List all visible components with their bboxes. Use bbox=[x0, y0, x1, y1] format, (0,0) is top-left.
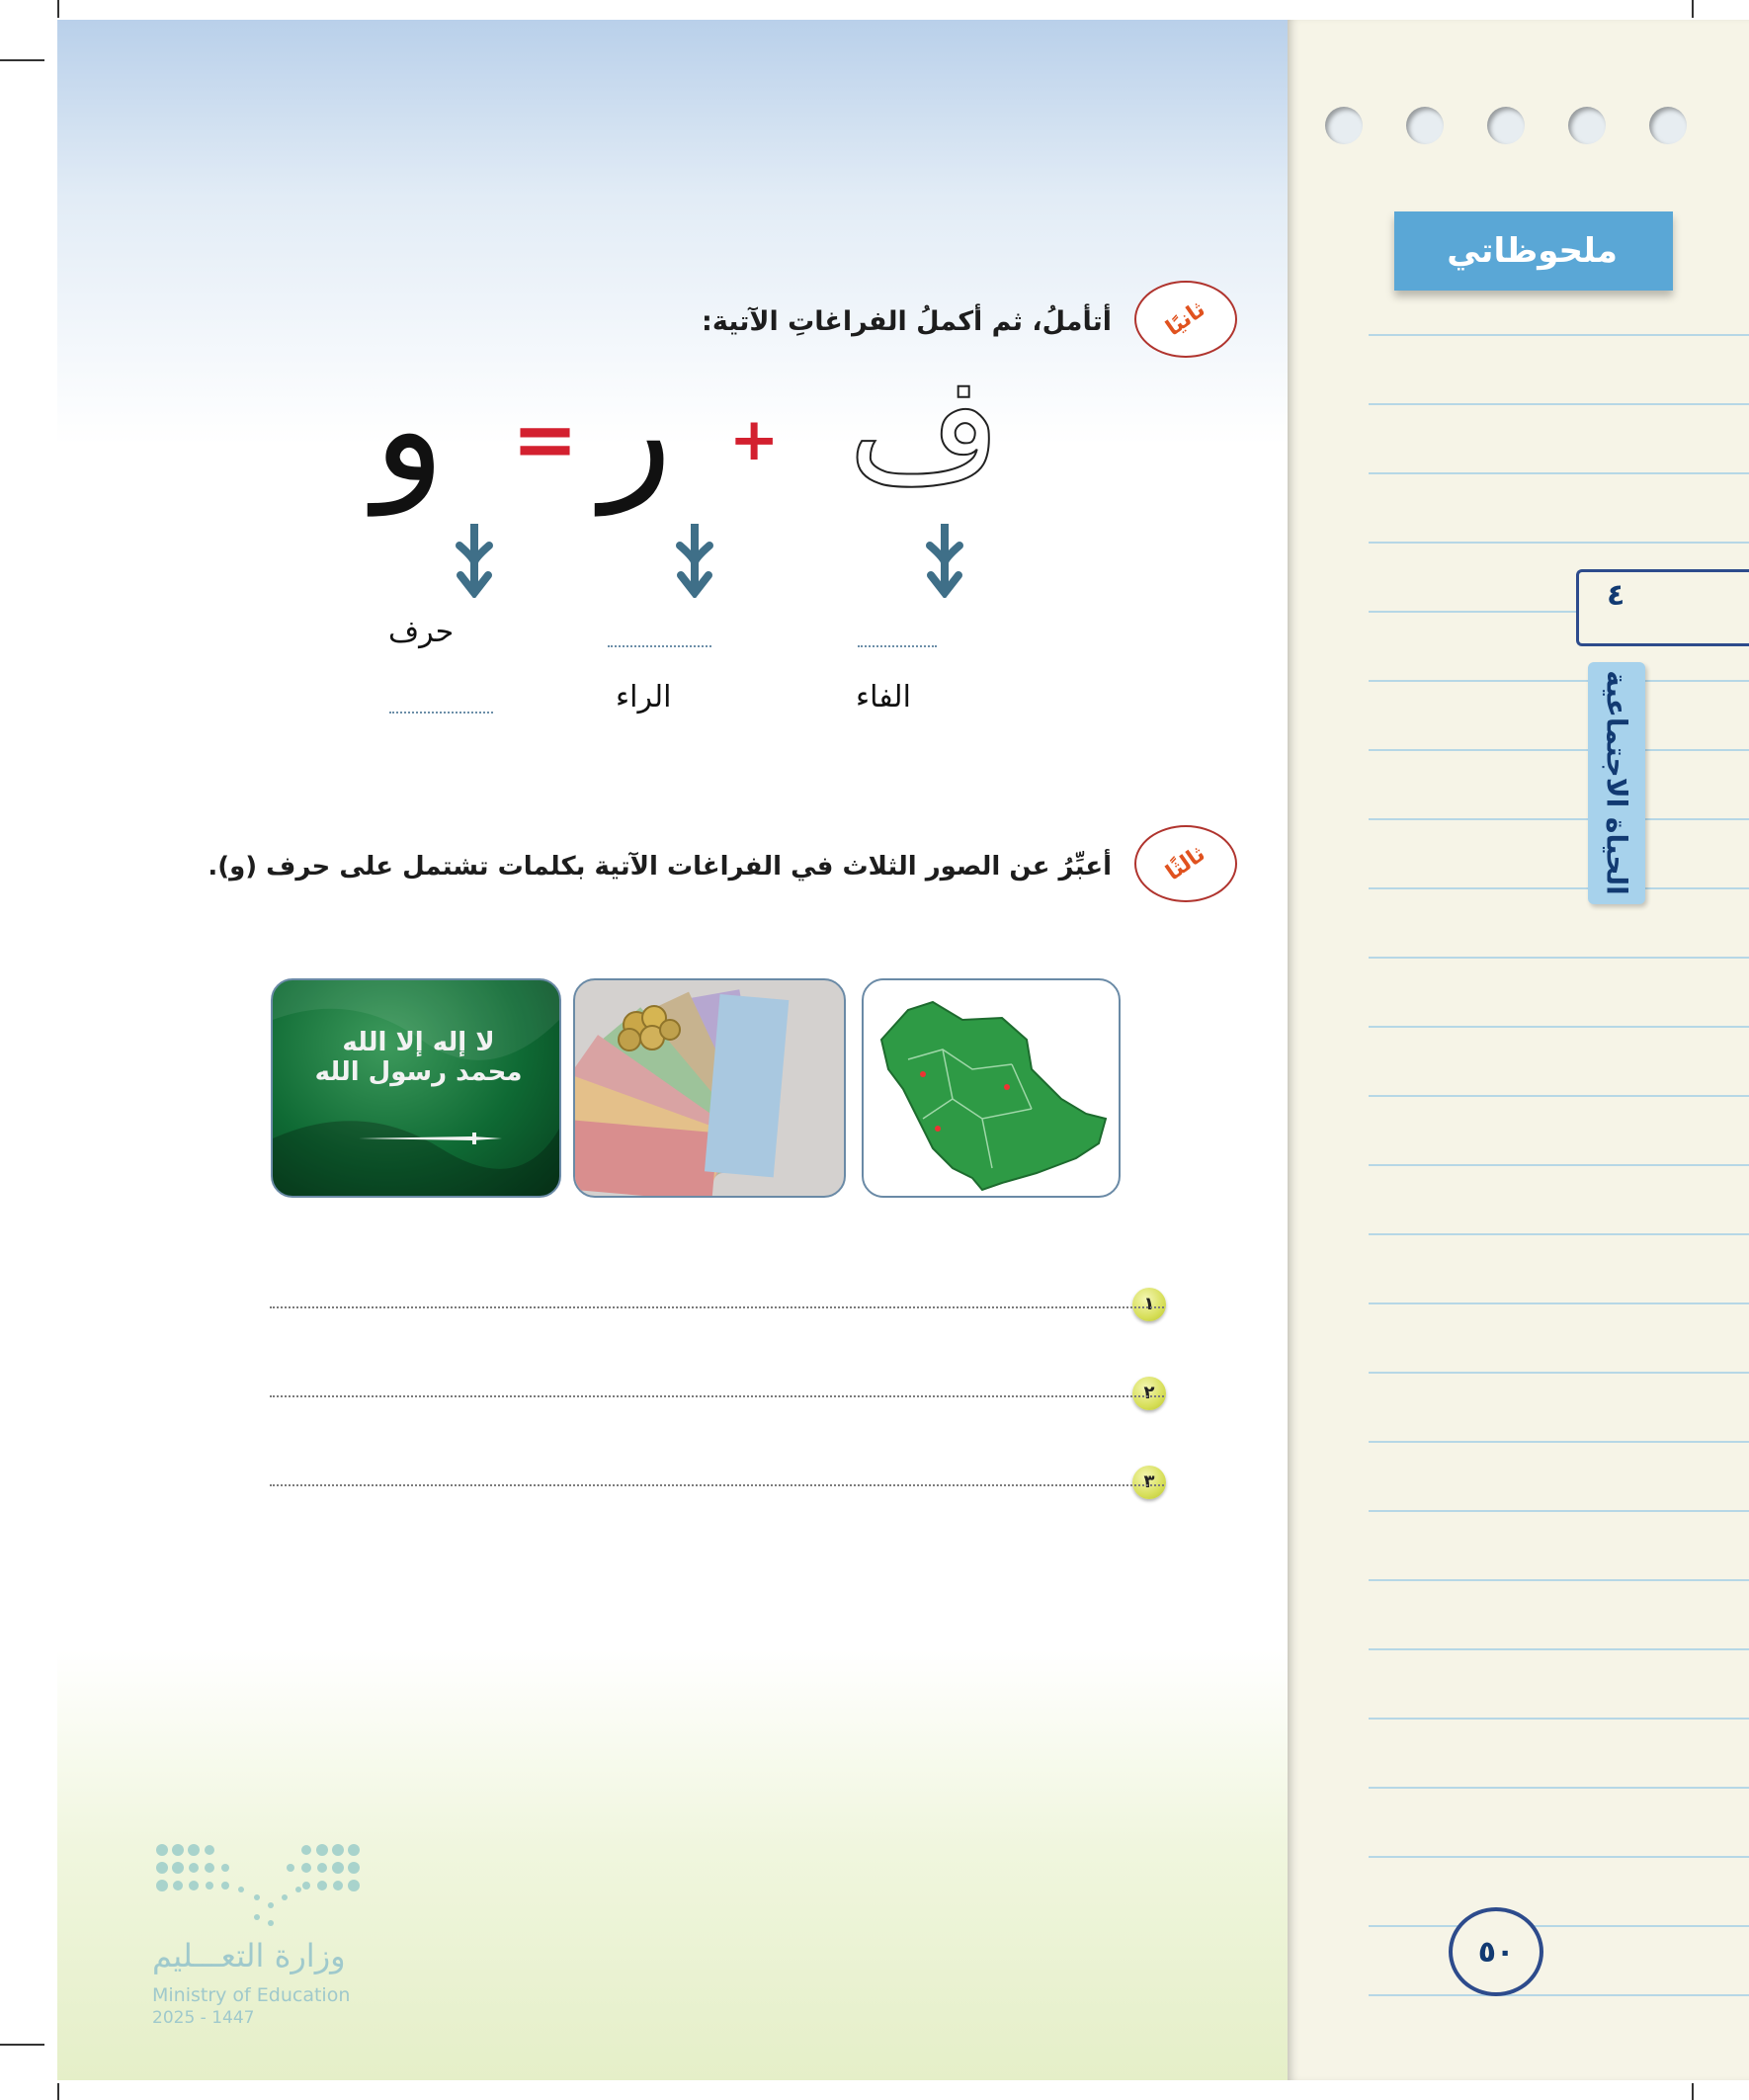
flag-fold-shading bbox=[273, 980, 559, 1196]
ministry-name-english: Ministry of Education bbox=[152, 1984, 351, 2006]
crop-mark bbox=[57, 0, 59, 18]
plus-sign: + bbox=[729, 405, 780, 474]
crop-mark bbox=[1692, 2083, 1694, 2100]
notes-ruled-line bbox=[1369, 334, 1749, 336]
notes-ruled-line bbox=[1369, 1302, 1749, 1304]
blank-harf-letters[interactable] bbox=[389, 712, 493, 714]
unit-tab bbox=[1588, 662, 1645, 904]
crop-mark bbox=[57, 2083, 59, 2100]
worksheet-page bbox=[57, 20, 1288, 2080]
notes-ruled-line bbox=[1369, 1994, 1749, 1996]
binder-hole-icon bbox=[1487, 107, 1525, 144]
notes-ruled-line bbox=[1369, 472, 1749, 474]
notes-ruled-line bbox=[1369, 1026, 1749, 1028]
letter-ra: ر bbox=[601, 344, 673, 516]
notes-ruled-line bbox=[1369, 1787, 1749, 1789]
blank-fa-name[interactable] bbox=[858, 645, 937, 647]
ministry-year: 2025 - 1447 bbox=[152, 2008, 255, 2028]
answer-number-2: ٢ bbox=[1132, 1377, 1166, 1410]
crop-mark bbox=[0, 59, 44, 61]
ministry-name-arabic: وزارة التعـــليم bbox=[152, 1937, 346, 1974]
answer-line-2[interactable] bbox=[270, 1395, 1164, 1397]
section-badge-label: ثانيًا bbox=[1161, 296, 1210, 342]
down-arrow-icon bbox=[925, 524, 964, 598]
unit-title: الحياة الاجتماعية bbox=[1600, 670, 1633, 895]
notes-ruled-line bbox=[1369, 1164, 1749, 1166]
unit-number-box bbox=[1576, 569, 1749, 646]
answer-number-1: ١ bbox=[1132, 1288, 1166, 1321]
section-badge-second bbox=[1134, 281, 1237, 358]
notes-ruled-line bbox=[1369, 403, 1749, 405]
notes-title-banner bbox=[1394, 211, 1673, 291]
banknotes-image bbox=[573, 978, 846, 1198]
notes-ruled-line bbox=[1369, 1510, 1749, 1512]
sword-icon bbox=[354, 1129, 512, 1148]
binder-hole-icon bbox=[1406, 107, 1444, 144]
notes-ruled-line bbox=[1369, 1095, 1749, 1097]
letter-fa-outline: ف bbox=[848, 344, 1002, 516]
binder-hole-icon bbox=[1325, 107, 1363, 144]
blank-ra-name[interactable] bbox=[608, 645, 711, 647]
ministry-logo bbox=[152, 1838, 389, 2036]
notes-ruled-line bbox=[1369, 1856, 1749, 1858]
notes-ruled-line bbox=[1369, 749, 1749, 751]
answer-line-1[interactable] bbox=[270, 1306, 1164, 1308]
instruction-third: أعبِّرُ عن الصور الثلاث في الفراغات الآتية بكلمات تشتمل على حرف (و). bbox=[208, 852, 1112, 882]
page-number: ٥٠ bbox=[1477, 1935, 1515, 1970]
notes-ruled-line bbox=[1369, 887, 1749, 889]
answer-line-3[interactable] bbox=[270, 1484, 1164, 1486]
label-ra: الراء bbox=[616, 680, 672, 714]
notes-ruled-line bbox=[1369, 1441, 1749, 1443]
equals-sign: = bbox=[512, 393, 579, 485]
unit-number: ٤ bbox=[1607, 578, 1625, 613]
notes-ruled-line bbox=[1369, 1925, 1749, 1927]
notes-title: ملحوظاتي bbox=[1447, 231, 1618, 271]
crop-mark bbox=[0, 2044, 44, 2046]
notes-ruled-line bbox=[1369, 818, 1749, 820]
notes-ruled-line bbox=[1369, 1579, 1749, 1581]
crop-mark bbox=[1692, 0, 1694, 18]
notes-ruled-line bbox=[1369, 542, 1749, 544]
down-arrow-icon bbox=[675, 524, 714, 598]
notes-ruled-line bbox=[1369, 1372, 1749, 1374]
banknotes-fan-icon bbox=[575, 980, 844, 1196]
section-badge-label: ثالثًا bbox=[1161, 841, 1210, 886]
label-harf: حرف bbox=[388, 615, 455, 649]
answer-number-3: ٣ bbox=[1132, 1466, 1166, 1499]
page-number-circle bbox=[1449, 1907, 1543, 1996]
notes-ruled-line bbox=[1369, 1233, 1749, 1235]
notes-ruled-line bbox=[1369, 957, 1749, 959]
instruction-second: أتأملُ، ثم أكملُ الفراغاتِ الآتية: bbox=[702, 306, 1112, 337]
binder-hole-icon bbox=[1649, 107, 1687, 144]
saudi-map-image bbox=[862, 978, 1121, 1198]
notes-ruled-line bbox=[1369, 680, 1749, 682]
binder-hole-icon bbox=[1568, 107, 1606, 144]
flag-shahada: لا إله إلا الله محمد رسول الله bbox=[314, 1028, 523, 1087]
notes-ruled-line bbox=[1369, 1648, 1749, 1650]
section-badge-third bbox=[1134, 825, 1237, 902]
notes-panel bbox=[1288, 20, 1749, 2080]
saudi-map-icon bbox=[864, 980, 1119, 1196]
ministry-dots-icon bbox=[152, 1838, 370, 1932]
notes-ruled-line bbox=[1369, 1718, 1749, 1720]
down-arrow-icon bbox=[455, 524, 494, 598]
saudi-flag-image bbox=[271, 978, 561, 1198]
letter-waw: و bbox=[374, 344, 446, 516]
label-fa: الفاء bbox=[856, 680, 911, 714]
